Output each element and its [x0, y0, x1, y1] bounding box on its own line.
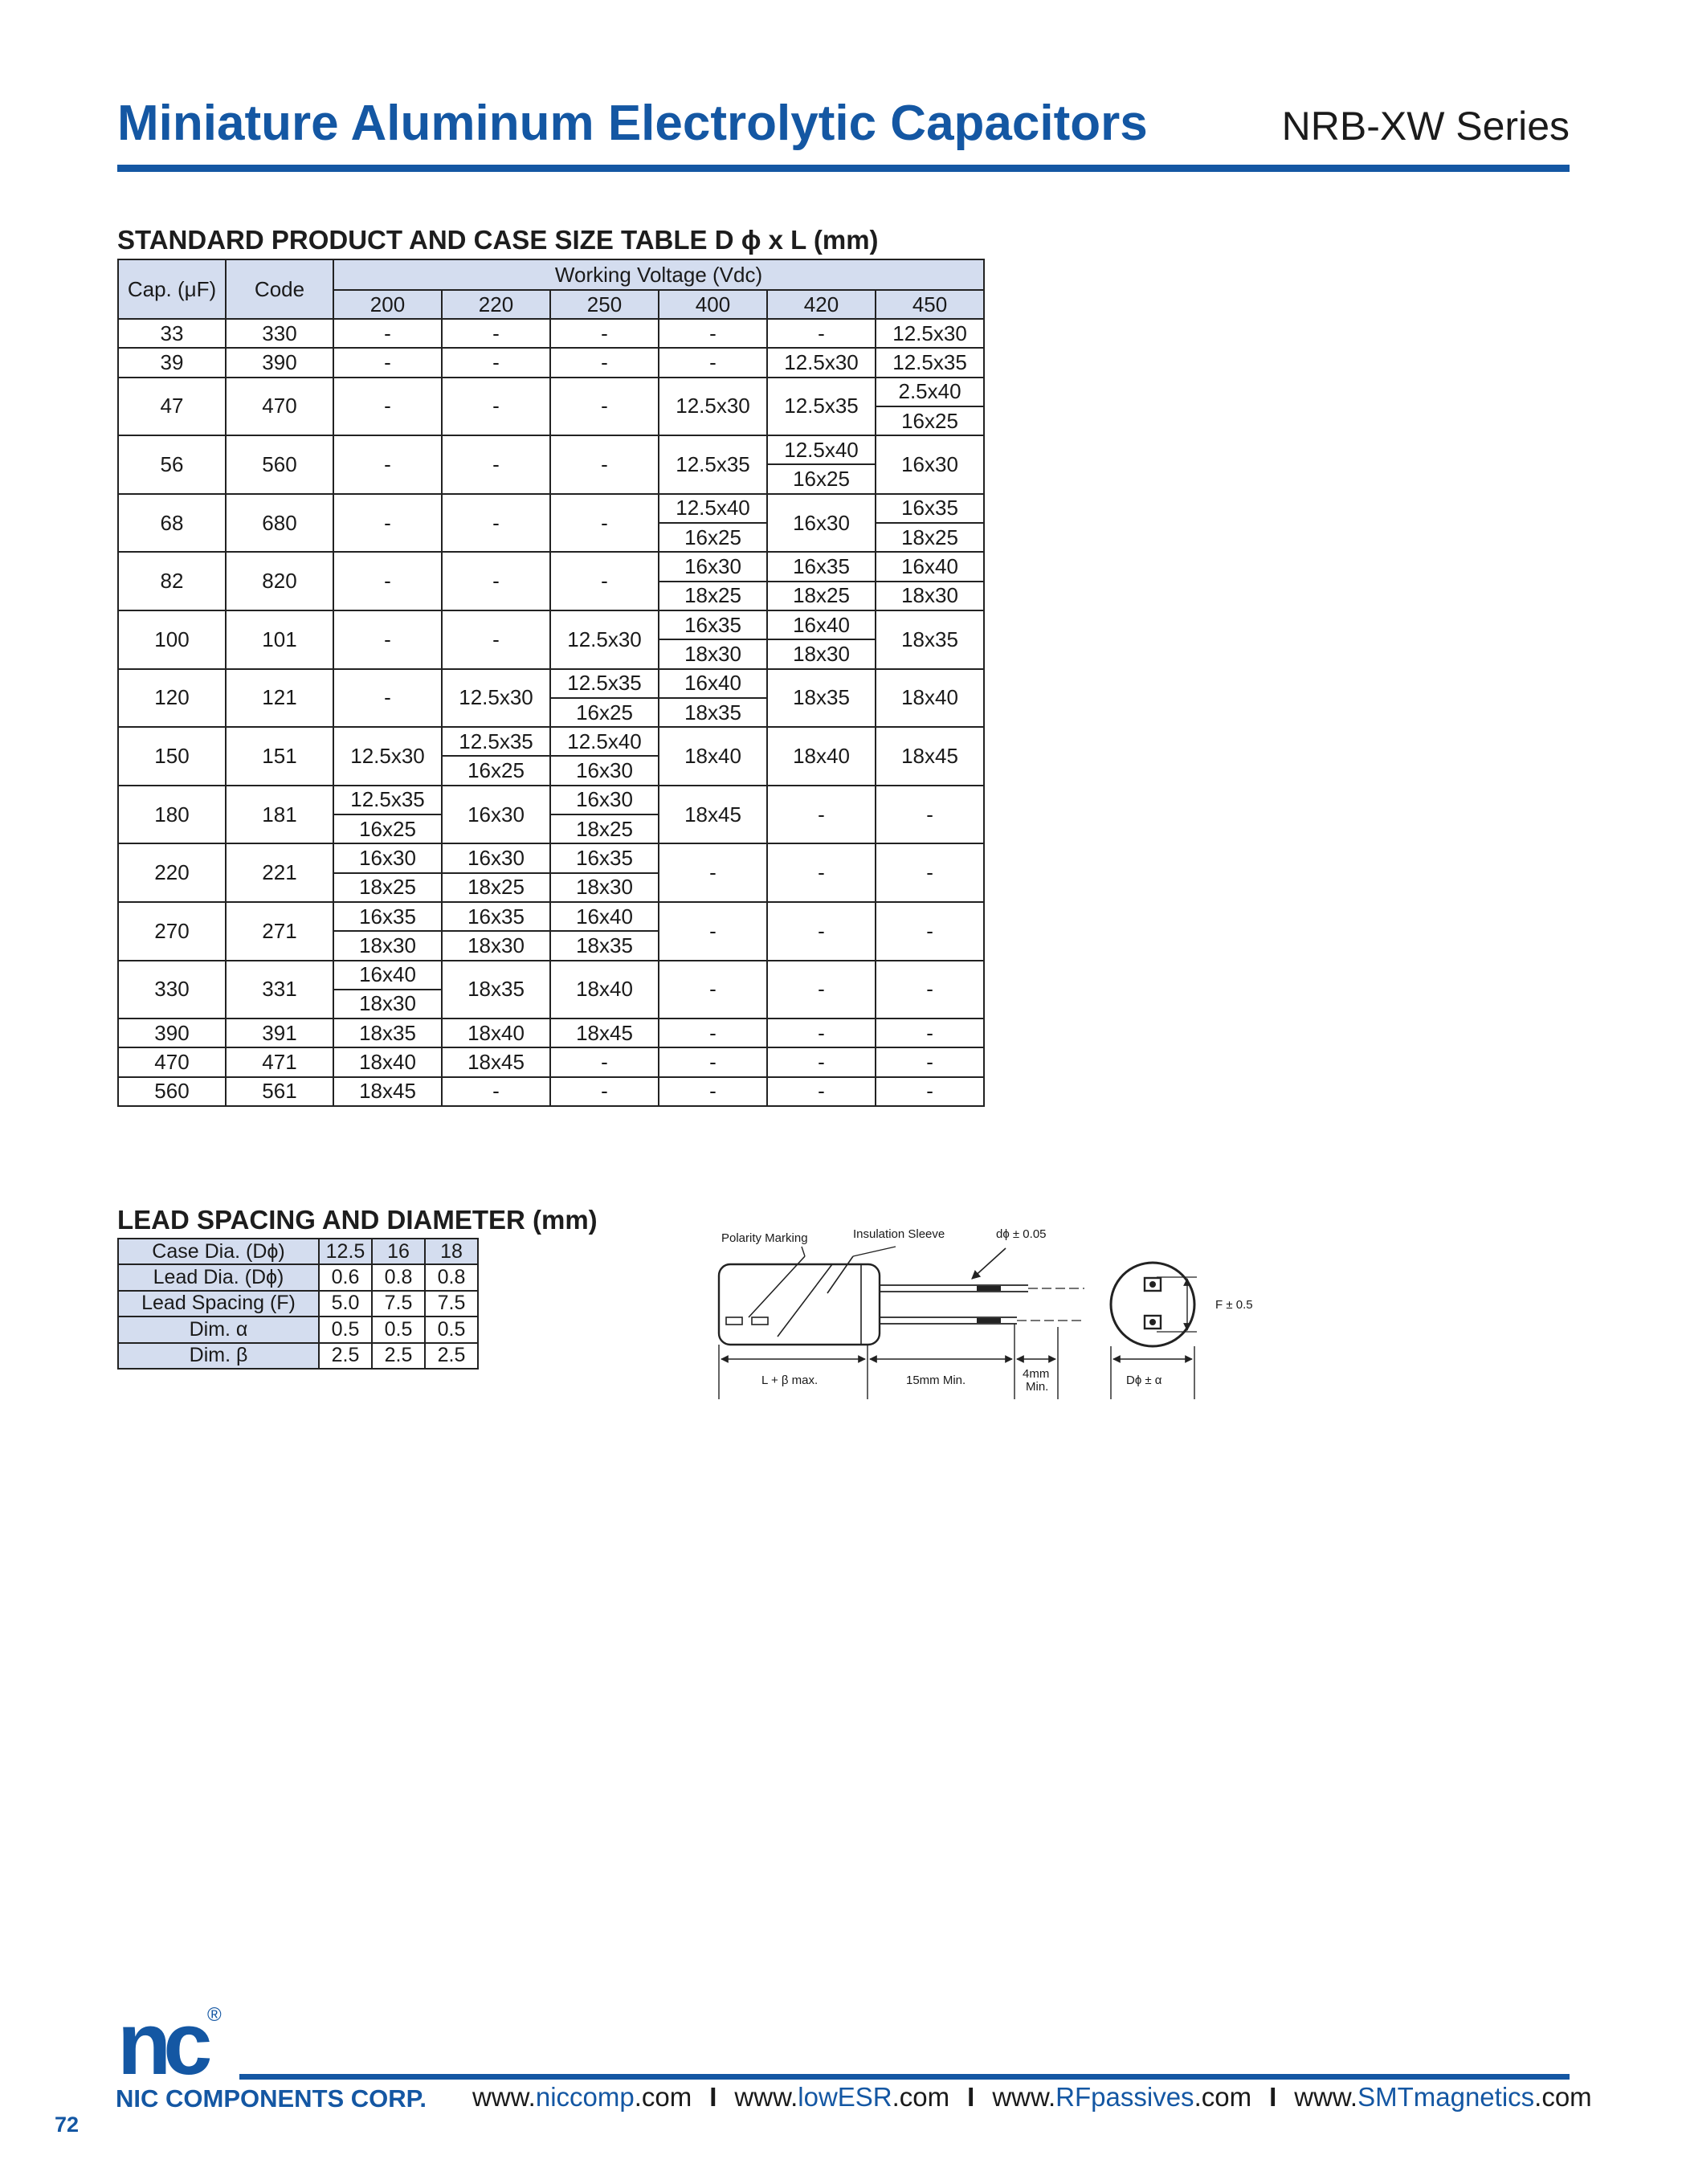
size-cell: - — [442, 348, 550, 377]
size-cell: 18x25 — [876, 523, 984, 552]
size-cell: - — [442, 378, 550, 436]
voltage-header-400: 400 — [659, 290, 767, 319]
table-row — [118, 1047, 984, 1076]
cap-cell: 56 — [118, 435, 226, 494]
size-cell: 16x30 — [550, 786, 659, 814]
label-d-alpha: Dϕ ± α — [1126, 1374, 1162, 1387]
size-cell: 18x25 — [333, 873, 442, 902]
size-cell: 16x25 — [333, 814, 442, 843]
size-cell: - — [333, 435, 442, 494]
lead-value-cell: 0.6 — [319, 1264, 372, 1290]
size-cell: 18x35 — [659, 698, 767, 727]
cap-cell: 470 — [118, 1047, 226, 1076]
code-cell: 390 — [226, 348, 333, 377]
size-cell: - — [333, 669, 442, 728]
page-number: 72 — [55, 2113, 80, 2137]
label-l-beta: L + β max. — [761, 1374, 819, 1387]
size-cell: - — [767, 902, 876, 961]
size-cell: - — [767, 786, 876, 844]
size-cell: 18x40 — [767, 727, 876, 786]
col-header-cap: Cap. (μF) — [118, 259, 226, 319]
size-cell: - — [659, 348, 767, 377]
lead-value-cell: 2.5 — [372, 1343, 425, 1369]
size-cell: - — [876, 1019, 984, 1047]
size-cell: - — [333, 552, 442, 610]
lead-table-row — [118, 1343, 478, 1369]
lead-table-row — [118, 1239, 478, 1264]
table-row — [118, 435, 984, 464]
lead-value-cell: 7.5 — [425, 1291, 478, 1317]
size-cell: - — [333, 378, 442, 436]
code-cell: 101 — [226, 610, 333, 669]
table-row — [118, 1077, 984, 1106]
size-cell: - — [442, 319, 550, 348]
lead-row-label: Lead Spacing (F) — [118, 1291, 319, 1317]
page-title: Miniature Aluminum Electrolytic Capacitors — [117, 96, 1148, 151]
size-cell: 18x30 — [333, 990, 442, 1019]
size-cell: - — [550, 552, 659, 610]
lead-spacing-table — [117, 1238, 479, 1370]
case-size-table — [117, 259, 985, 1107]
size-cell: 18x25 — [550, 814, 659, 843]
size-cell: - — [442, 552, 550, 610]
capacitor-leads — [880, 1285, 1084, 1324]
lead-row-label: Lead Dia. (Dϕ) — [118, 1264, 319, 1290]
size-cell: 18x35 — [767, 669, 876, 728]
lead-value-cell: 2.5 — [425, 1343, 478, 1369]
size-cell: 18x30 — [659, 639, 767, 668]
lead-table-row — [118, 1264, 478, 1290]
footer-links — [472, 2082, 1592, 2113]
label-4mm: 4mm — [1023, 1367, 1050, 1381]
size-cell: 18x45 — [333, 1077, 442, 1106]
size-cell: - — [876, 843, 984, 902]
size-cell: 16x25 — [767, 464, 876, 493]
link-suffix: .com — [634, 2082, 692, 2112]
size-cell: 12.5x30 — [333, 727, 442, 786]
size-cell: 18x25 — [442, 873, 550, 902]
size-cell: - — [550, 494, 659, 553]
size-cell: 16x35 — [442, 902, 550, 931]
code-cell: 561 — [226, 1077, 333, 1106]
size-cell: 12.5x30 — [767, 348, 876, 377]
size-cell: 18x45 — [442, 1047, 550, 1076]
lead-spacing-heading: LEAD SPACING AND DIAMETER (mm) — [117, 1205, 598, 1235]
lead-value-cell: 0.8 — [372, 1264, 425, 1290]
code-cell: 121 — [226, 669, 333, 728]
cap-cell: 68 — [118, 494, 226, 553]
size-cell: 16x40 — [659, 669, 767, 698]
size-cell: 12.5x30 — [550, 610, 659, 669]
footer-rule — [239, 2074, 1570, 2080]
size-cell: - — [442, 435, 550, 494]
table-row — [118, 1019, 984, 1047]
voltage-header-200: 200 — [333, 290, 442, 319]
lead-value-cell: 0.5 — [372, 1317, 425, 1342]
link-suffix: .com — [892, 2082, 950, 2112]
label-insulation-sleeve: Insulation Sleeve — [853, 1227, 945, 1241]
lead-table-row — [118, 1317, 478, 1342]
table-row — [118, 727, 984, 756]
size-cell: - — [659, 902, 767, 961]
table-row — [118, 961, 984, 990]
cap-cell: 82 — [118, 552, 226, 610]
nic-logo — [117, 2000, 226, 2080]
size-cell: 12.5x30 — [876, 319, 984, 348]
code-cell: 330 — [226, 319, 333, 348]
size-cell: 18x40 — [550, 961, 659, 1019]
size-cell: - — [767, 1019, 876, 1047]
cap-cell: 180 — [118, 786, 226, 844]
size-cell: 16x30 — [442, 843, 550, 872]
size-cell: - — [659, 1077, 767, 1106]
size-cell: 16x35 — [333, 902, 442, 931]
size-cell: - — [333, 610, 442, 669]
lead-value-cell: 0.5 — [425, 1317, 478, 1342]
table-row — [118, 669, 984, 698]
size-cell: 16x25 — [876, 406, 984, 435]
link-prefix: www. — [1294, 2082, 1358, 2112]
size-cell: 18x30 — [550, 873, 659, 902]
lead-row-label: Dim. α — [118, 1317, 319, 1342]
col-header-code: Code — [226, 259, 333, 319]
size-cell: 12.5x30 — [659, 378, 767, 436]
size-cell: - — [876, 1047, 984, 1076]
size-cell: 16x40 — [333, 961, 442, 990]
size-cell: - — [550, 435, 659, 494]
voltage-header-450: 450 — [876, 290, 984, 319]
size-cell: 18x35 — [876, 610, 984, 669]
cap-cell: 390 — [118, 1019, 226, 1047]
col-header-working-voltage: Working Voltage (Vdc) — [333, 259, 984, 290]
size-cell: - — [659, 961, 767, 1019]
size-cell: 12.5x35 — [876, 348, 984, 377]
size-cell: - — [333, 494, 442, 553]
size-cell: - — [659, 1047, 767, 1076]
lead-value-cell: 0.8 — [425, 1264, 478, 1290]
size-cell: 18x35 — [442, 961, 550, 1019]
lead-value-cell: 0.5 — [319, 1317, 372, 1342]
header-rule — [117, 165, 1570, 172]
code-cell: 331 — [226, 961, 333, 1019]
lead-table-row — [118, 1291, 478, 1317]
table-row — [118, 348, 984, 377]
size-cell: 12.5x35 — [767, 378, 876, 436]
lead-value-cell: 5.0 — [319, 1291, 372, 1317]
code-cell: 680 — [226, 494, 333, 553]
cap-cell: 39 — [118, 348, 226, 377]
size-cell: 12.5x40 — [550, 727, 659, 756]
link-suffix: .com — [1194, 2082, 1252, 2112]
size-cell: 12.5x40 — [659, 494, 767, 523]
cap-cell: 330 — [118, 961, 226, 1019]
size-cell: 18x45 — [876, 727, 984, 786]
size-cell: 16x30 — [876, 435, 984, 494]
size-cell: 16x35 — [659, 610, 767, 639]
size-cell: - — [767, 843, 876, 902]
size-cell: 18x40 — [876, 669, 984, 728]
size-cell: 16x35 — [876, 494, 984, 523]
cap-cell: 33 — [118, 319, 226, 348]
link-separator: I — [1269, 2082, 1277, 2112]
size-cell: 16x25 — [659, 523, 767, 552]
label-polarity-marking: Polarity Marking — [721, 1231, 808, 1245]
company-name: NIC COMPONENTS CORP. — [116, 2084, 427, 2113]
lead-value-cell: 7.5 — [372, 1291, 425, 1317]
size-cell: 16x30 — [442, 786, 550, 844]
code-cell: 471 — [226, 1047, 333, 1076]
size-cell: 16x25 — [442, 756, 550, 785]
code-cell: 391 — [226, 1019, 333, 1047]
capacitor-dimension-diagram — [707, 1214, 1269, 1407]
size-cell: - — [442, 610, 550, 669]
code-cell: 221 — [226, 843, 333, 902]
size-cell: 16x40 — [550, 902, 659, 931]
code-cell: 560 — [226, 435, 333, 494]
size-cell: - — [550, 1077, 659, 1106]
size-cell: 16x40 — [767, 610, 876, 639]
table-row — [118, 319, 984, 348]
table-row — [118, 378, 984, 406]
code-cell: 271 — [226, 902, 333, 961]
table-row — [118, 552, 984, 581]
table-row — [118, 610, 984, 639]
link-separator: I — [967, 2082, 975, 2112]
size-cell: 12.5x35 — [333, 786, 442, 814]
voltage-header-220: 220 — [442, 290, 550, 319]
size-cell: - — [659, 1019, 767, 1047]
size-cell: 16x25 — [550, 698, 659, 727]
size-cell: 18x35 — [550, 931, 659, 960]
size-cell: - — [550, 1047, 659, 1076]
lead-value-cell: 2.5 — [319, 1343, 372, 1369]
size-cell: 16x30 — [659, 552, 767, 581]
size-cell: - — [442, 494, 550, 553]
voltage-header-420: 420 — [767, 290, 876, 319]
size-cell: 2.5x40 — [876, 378, 984, 406]
cap-cell: 270 — [118, 902, 226, 961]
series-title: NRB-XW Series — [1281, 104, 1570, 149]
cap-cell: 560 — [118, 1077, 226, 1106]
footer-link-rfpassives[interactable] — [992, 2082, 1251, 2112]
link-domain: lowESR — [798, 2082, 892, 2112]
capacitor-body-side-view — [719, 1256, 880, 1345]
size-cell: 12.5x35 — [550, 669, 659, 698]
size-cell: - — [876, 902, 984, 961]
cap-cell: 120 — [118, 669, 226, 728]
size-cell: 18x40 — [333, 1047, 442, 1076]
table-row — [118, 494, 984, 523]
size-cell: 12.5x30 — [442, 669, 550, 728]
size-cell: 18x45 — [550, 1019, 659, 1047]
table-row — [118, 786, 984, 814]
size-cell: - — [876, 961, 984, 1019]
size-cell: - — [659, 319, 767, 348]
size-cell: 16x35 — [550, 843, 659, 872]
size-cell: - — [767, 319, 876, 348]
link-separator: I — [709, 2082, 717, 2112]
cap-cell: 47 — [118, 378, 226, 436]
code-cell: 151 — [226, 727, 333, 786]
size-cell: 18x30 — [442, 931, 550, 960]
size-cell: - — [767, 961, 876, 1019]
size-cell: - — [333, 348, 442, 377]
link-domain: RFpassives — [1055, 2082, 1194, 2112]
size-cell: 12.5x35 — [659, 435, 767, 494]
size-cell: 18x25 — [659, 582, 767, 610]
size-cell: - — [767, 1077, 876, 1106]
size-cell: - — [876, 1077, 984, 1106]
size-cell: 12.5x40 — [767, 435, 876, 464]
size-cell: 12.5x35 — [442, 727, 550, 756]
logo-text: nc — [117, 2000, 205, 2080]
table-row — [118, 902, 984, 931]
label-lead-dia: dϕ ± 0.05 — [996, 1227, 1047, 1241]
size-cell: 16x30 — [333, 843, 442, 872]
footer-link-lowesr[interactable] — [734, 2082, 949, 2112]
link-prefix: www. — [734, 2082, 798, 2112]
code-cell: 181 — [226, 786, 333, 844]
label-4mm-min: Min. — [1026, 1380, 1049, 1394]
capacitor-end-view — [1111, 1263, 1197, 1346]
link-suffix: .com — [1534, 2082, 1592, 2112]
size-cell: - — [550, 378, 659, 436]
case-size-table-heading: STANDARD PRODUCT AND CASE SIZE TABLE D ϕ x L (mm) — [117, 225, 879, 255]
size-cell: 16x30 — [550, 756, 659, 785]
size-cell: - — [659, 843, 767, 902]
cap-cell: 220 — [118, 843, 226, 902]
size-cell: 18x35 — [333, 1019, 442, 1047]
lead-value-cell: 16 — [372, 1239, 425, 1264]
size-cell: 18x30 — [333, 931, 442, 960]
link-domain: niccomp — [535, 2082, 635, 2112]
size-cell: 18x40 — [442, 1019, 550, 1047]
size-cell: 16x35 — [767, 552, 876, 581]
size-cell: - — [333, 319, 442, 348]
size-cell: 18x45 — [659, 786, 767, 844]
footer-link-niccomp[interactable] — [472, 2082, 692, 2112]
lead-value-cell: 18 — [425, 1239, 478, 1264]
size-cell: - — [767, 1047, 876, 1076]
link-prefix: www. — [472, 2082, 536, 2112]
table-row — [118, 843, 984, 872]
code-cell: 470 — [226, 378, 333, 436]
size-cell: 18x25 — [767, 582, 876, 610]
cap-cell: 100 — [118, 610, 226, 669]
voltage-header-250: 250 — [550, 290, 659, 319]
size-cell: - — [876, 786, 984, 844]
lead-value-cell: 12.5 — [319, 1239, 372, 1264]
label-15mm-min: 15mm Min. — [906, 1374, 966, 1387]
size-cell: 16x30 — [767, 494, 876, 553]
label-f-tolerance: F ± 0.5 — [1215, 1298, 1253, 1312]
size-cell: 18x40 — [659, 727, 767, 786]
size-cell: 16x40 — [876, 552, 984, 581]
size-cell: 18x30 — [767, 639, 876, 668]
link-prefix: www. — [992, 2082, 1056, 2112]
registered-mark: ® — [207, 2004, 222, 2026]
size-cell: - — [550, 348, 659, 377]
link-domain: SMTmagnetics — [1357, 2082, 1535, 2112]
size-cell: - — [550, 319, 659, 348]
lead-row-label: Case Dia. (Dϕ) — [118, 1239, 319, 1264]
code-cell: 820 — [226, 552, 333, 610]
lead-row-label: Dim. β — [118, 1343, 319, 1369]
size-cell: 18x30 — [876, 582, 984, 610]
size-cell: - — [442, 1077, 550, 1106]
footer-link-smtmagnetics[interactable] — [1294, 2082, 1591, 2112]
cap-cell: 150 — [118, 727, 226, 786]
